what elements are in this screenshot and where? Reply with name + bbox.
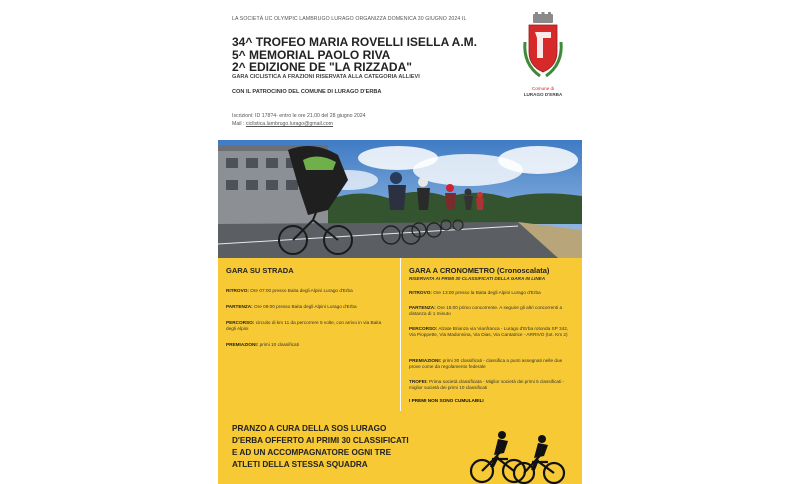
lunch-line-2: D'ERBA OFFERTO AI PRIMI 30 CLASSIFICATI xyxy=(232,436,409,445)
road-percorso-label: PERCORSO: xyxy=(226,320,255,325)
lunch-text xyxy=(232,423,462,471)
road-premiazioni-label: PREMIAZIONI: xyxy=(226,342,259,347)
poster-intro: LA SOCIETÀ UC OLYMPIC LAMBRUGO LURAGO ORGANIZZA DOMENICA 30 GIUGNO 2024 IL xyxy=(232,16,467,22)
tt-partenza xyxy=(409,305,575,317)
mail-label: Mail : xyxy=(232,121,245,127)
road-percorso-text: circuito di km 11 da percorrere 5 volte, con arrivo in via Baita degli Alpini xyxy=(226,320,382,332)
crest-caption-line-2: LURAGO D'ERBA xyxy=(523,91,563,97)
road-race-premiazioni xyxy=(226,342,392,348)
cyclists-photo xyxy=(218,140,582,258)
tt-ritrovo-label: RITROVO: xyxy=(409,290,432,295)
tt-premiazioni-label: PREMIAZIONI: xyxy=(409,358,442,363)
tt-percorso-text: Alzate Brianza via Vianfranca - Lurago d'Erba rotonda SP 342, Via Pioppette, Via Madonnina, Via Dias, Via Cantatrice - ARRIVO (tot. Km 2) xyxy=(409,326,569,338)
event-poster xyxy=(218,0,582,484)
road-partenza-text: Ore 09:00 presso Baita degli Alpini Lurago d'Erba xyxy=(252,304,357,309)
time-trial-heading: GARA A CRONOMETRO (Cronoscalata) xyxy=(409,266,550,275)
tt-partenza-text: Ore 15:00 primo concorrente. A seguire gli altri concorrenti a distanza di 1 minuto xyxy=(409,305,563,317)
tt-ritrovo-text: Ore 13:00 presso la Baita degli Alpini Lurago d'Erba xyxy=(431,290,541,295)
title-edizione: 2^ EDIZIONE DE "LA RIZZADA" xyxy=(232,60,412,74)
road-partenza-label: PARTENZA: xyxy=(226,304,253,309)
crest-caption xyxy=(514,86,572,97)
tt-note: I PREMI NON SONO CUMULABILI xyxy=(409,398,484,403)
patronage-line: CON IL PATROCINIO DEL COMUNE DI LURAGO D'ERBA xyxy=(232,89,382,95)
road-race-percorso xyxy=(226,320,392,332)
lunch-line-4: ATLETI DELLA STESSA SQUADRA xyxy=(232,460,368,469)
tt-trofei xyxy=(409,379,575,391)
tt-percorso-label: PERCORSO: xyxy=(409,326,438,331)
poster-subtitle: GARA CICLISTICA A FRAZIONI RISERVATA ALLA CATEGORIA ALLIEVI xyxy=(232,74,420,80)
time-trial-subheading: RISERVATA AI PRIMI 30 CLASSIFICATI DELLA GARA IN LINEA xyxy=(409,276,546,281)
tt-trofei-label: TROFEI: xyxy=(409,379,428,384)
registration-info xyxy=(232,112,366,128)
comune-crest-icon xyxy=(520,12,566,92)
tt-ritrovo xyxy=(409,290,575,296)
road-ritrovo-label: RITROVO: xyxy=(226,288,249,293)
road-premiazioni-text: primi 10 classificati xyxy=(258,342,299,347)
cyclists-icon xyxy=(468,429,578,484)
tt-premiazioni-text: primi 30 classificati - classifica a punti assegnati nelle due prove come da regolamento federale xyxy=(409,358,563,370)
road-race-panel xyxy=(218,258,400,411)
lunch-line-3: E AD UN ACCOMPAGNATORE OGNI TRE xyxy=(232,448,392,457)
title-trofeo: 34^ TROFEO MARIA ROVELLI ISELLA A.M. xyxy=(232,35,478,49)
tt-trofei-text: Prima società classificata - Miglior società dei primi 5 classificati - miglior società dei primi 10 classificati xyxy=(409,379,565,391)
road-ritrovo-text: Ore 07:00 presso Baita degli Alpini Lurago d'Erba xyxy=(248,288,353,293)
lunch-line-1: PRANZO A CURA DELLA SOS LURAGO xyxy=(232,424,387,433)
mail-link[interactable]: ciclistica.lambrugo.lurago@gmail.com xyxy=(245,121,334,127)
road-race-heading: GARA SU STRADA xyxy=(226,266,294,275)
tt-percorso xyxy=(409,326,575,338)
registration-line: Iscrizioni: ID 178?4- entro le ore 21.00 del 28 giugno 2024 xyxy=(232,113,366,119)
road-race-ritrovo xyxy=(226,288,392,294)
tt-premiazioni xyxy=(409,358,575,370)
title-memorial: 5^ MEMORIAL PAOLO RIVA xyxy=(232,48,391,62)
lunch-banner xyxy=(218,411,582,484)
road-race-partenza xyxy=(226,304,392,310)
time-trial-panel xyxy=(401,258,582,411)
tt-partenza-label: PARTENZA: xyxy=(409,305,436,310)
crest-caption-line-1: Comune di xyxy=(531,86,555,91)
